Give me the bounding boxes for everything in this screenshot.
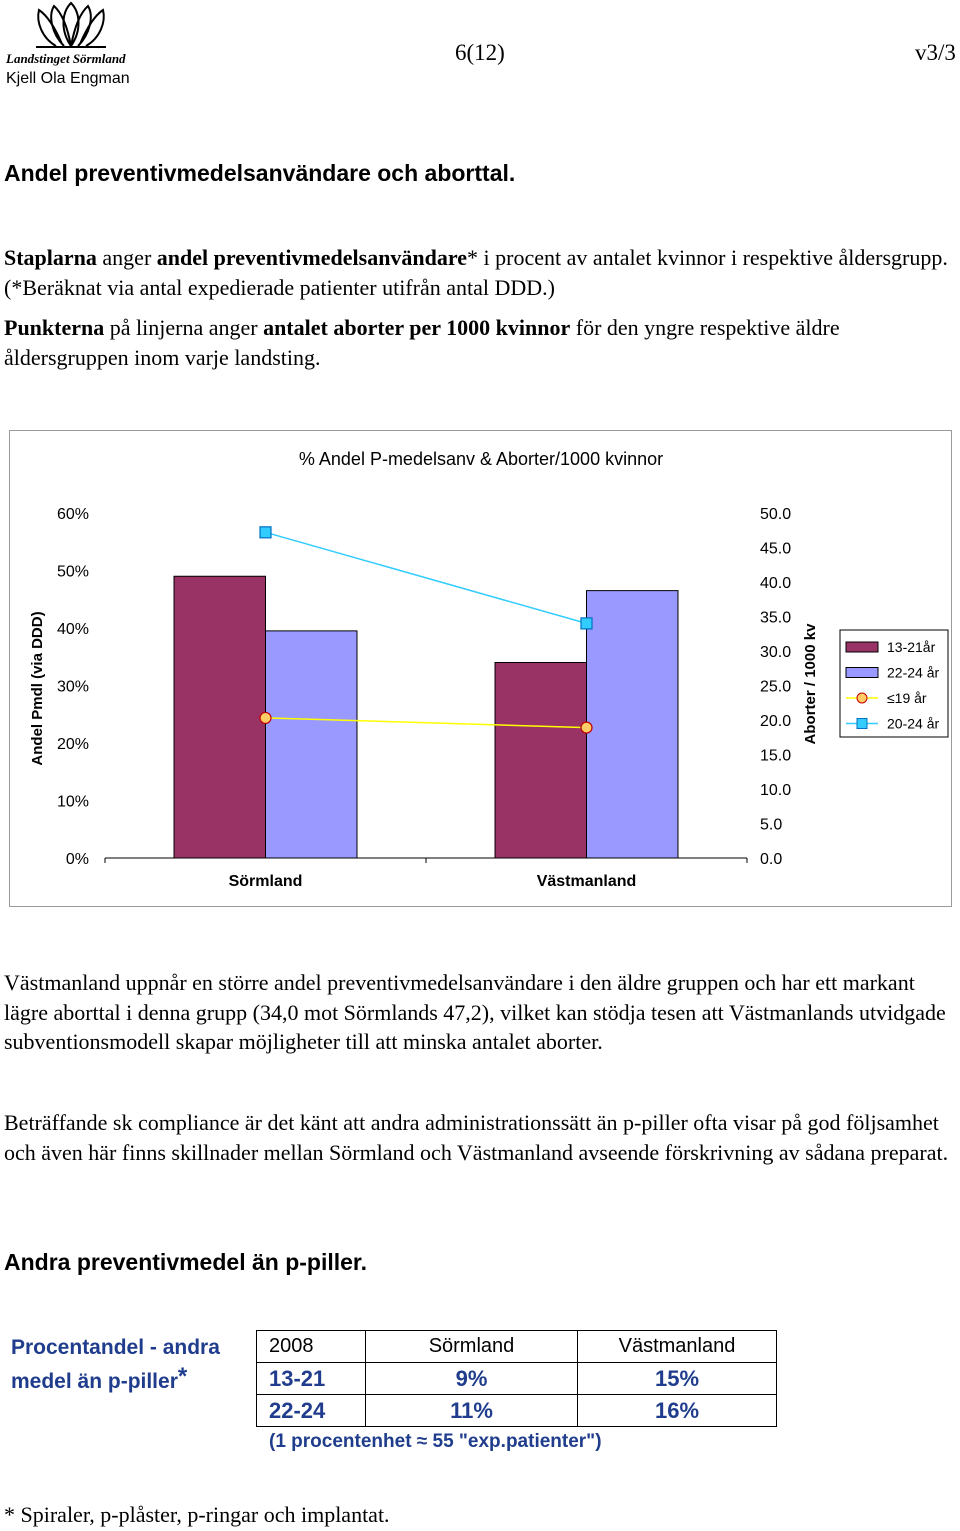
y2-tick-label: 10.0 [760, 782, 792, 799]
y2-tick-label: 25.0 [760, 678, 792, 696]
table-cell: 11% [366, 1395, 578, 1427]
paragraph-compliance: Beträffande sk compliance är det känt att andra administrationssätt än p-piller ofta visar på god följsamhet och även här finns skillnader mellan Sörmland och Västmanland avseende förskrivning av sådana preparat. [4, 1110, 949, 1165]
y2-tick-label: 50.0 [760, 506, 792, 523]
y2-tick-label: 15.0 [760, 747, 792, 765]
bold-term: Staplarna [4, 245, 97, 270]
table-cell: 13-21 [257, 1363, 366, 1395]
y-axis-title: Andel Pmdl (via DDD) [29, 611, 46, 766]
table-header-cell: 2008 [257, 1331, 366, 1363]
legend-label: 20-24 år [887, 715, 940, 732]
caption-asterisk: * [177, 1363, 188, 1390]
legend-marker [857, 693, 867, 703]
text-run: anger [96, 245, 157, 270]
line-marker [581, 618, 592, 629]
legend-label: 22-24 år [887, 664, 940, 681]
table-row [257, 1363, 777, 1395]
y2-tick-label: 40.0 [760, 575, 792, 592]
lotus-logo-icon [30, 0, 112, 50]
footnote: * Spiraler, p-plåster, p-ringar och implantat. [4, 1502, 390, 1527]
table-cell: 16% [578, 1395, 777, 1427]
legend-marker [857, 719, 867, 729]
y-tick-label: 30% [56, 678, 89, 696]
bold-term: Punkterna [4, 315, 105, 340]
y-tick-label: 40% [56, 621, 89, 638]
y2-tick-label: 20.0 [760, 713, 792, 730]
contraceptive-table [256, 1330, 777, 1427]
y2-tick-label: 5.0 [760, 816, 783, 834]
y2-tick-label: 30.0 [760, 644, 792, 661]
author-name: Kjell Ola Engman [6, 70, 130, 87]
y-tick-label: 60% [56, 506, 89, 523]
bar-0 [174, 576, 265, 858]
table-note: (1 procentenhet ≈ 55 "exp.patienter") [269, 1431, 602, 1452]
bar-1 [266, 631, 357, 858]
y-tick-label: 20% [56, 736, 89, 753]
line-series-1 [266, 532, 587, 623]
section-heading: Andel preventivmedelsanvändare och aborttal. [4, 160, 516, 186]
paragraph-bars-explanation [4, 243, 954, 302]
paragraph-points-explanation [4, 313, 954, 372]
y-tick-label: 0% [65, 851, 89, 868]
bold-term: andel preventivmedelsanvändare [156, 245, 468, 270]
legend-label: 13-21år [887, 639, 936, 655]
table-header-cell: Sörmland [366, 1331, 578, 1363]
table-cell: 9% [366, 1363, 578, 1395]
page-number: 6(12) [455, 40, 505, 65]
org-name: Landstinget Sörmland [6, 51, 126, 66]
caption-text: Procentandel - andra medel än p-piller [11, 1336, 220, 1393]
org-logo [2, 0, 140, 92]
text-run: * i procent av antalet kvinnor i respektive åldersgrupp. (*Beräknat via antal expedierade patienter utifrån antal DDD.) [4, 245, 948, 300]
table-caption [11, 1331, 251, 1399]
chart-frame [9, 430, 952, 907]
y-tick-label: 50% [56, 563, 89, 581]
legend-swatch [846, 668, 878, 678]
chart-title: % Andel P-medelsanv & Aborter/1000 kvinnor [298, 449, 664, 469]
bar-0 [495, 663, 586, 859]
table-cell: 15% [578, 1363, 777, 1395]
line-marker [260, 527, 271, 538]
bold-term: antalet aborter per 1000 kvinnor [263, 315, 571, 340]
text-run: för den yngre respektive äldre åldersgruppen inom varje landsting. [4, 315, 840, 370]
line-marker [260, 712, 271, 723]
paragraph-analysis: Västmanland uppnår en större andel preventivmedelsanvändare i den äldre gruppen och har ett markant lägre aborttal i denna grupp (34,0 mot Sörmlands 47,2), vilket kan stödja tesen att Västmanlands utvidgade subventionsmodell skapar möjligheter till att minska antalet aborter. [4, 970, 946, 1054]
y2-axis-title: Aborter / 1000 kv [802, 623, 819, 745]
legend-label: ≤19 år [887, 690, 927, 706]
y2-tick-label: 0.0 [760, 851, 783, 868]
x-tick-label: Sörmland [228, 873, 303, 890]
y2-tick-label: 45.0 [760, 540, 792, 558]
table-cell: 22-24 [257, 1395, 366, 1427]
y-tick-label: 10% [56, 793, 89, 811]
y2-tick-label: 35.0 [760, 609, 792, 627]
x-tick-label: Västmanland [536, 873, 637, 890]
text-run: på linjerna anger [104, 315, 264, 340]
table-header-row [257, 1331, 777, 1363]
line-marker [581, 722, 592, 733]
legend-swatch [846, 642, 878, 652]
document-version: v3/3 [915, 40, 956, 65]
table-header-cell: Västmanland [578, 1331, 777, 1363]
bar-1 [587, 591, 678, 858]
table-row [257, 1395, 777, 1427]
section-heading: Andra preventivmedel än p-piller. [4, 1249, 367, 1275]
combo-chart [10, 431, 951, 906]
